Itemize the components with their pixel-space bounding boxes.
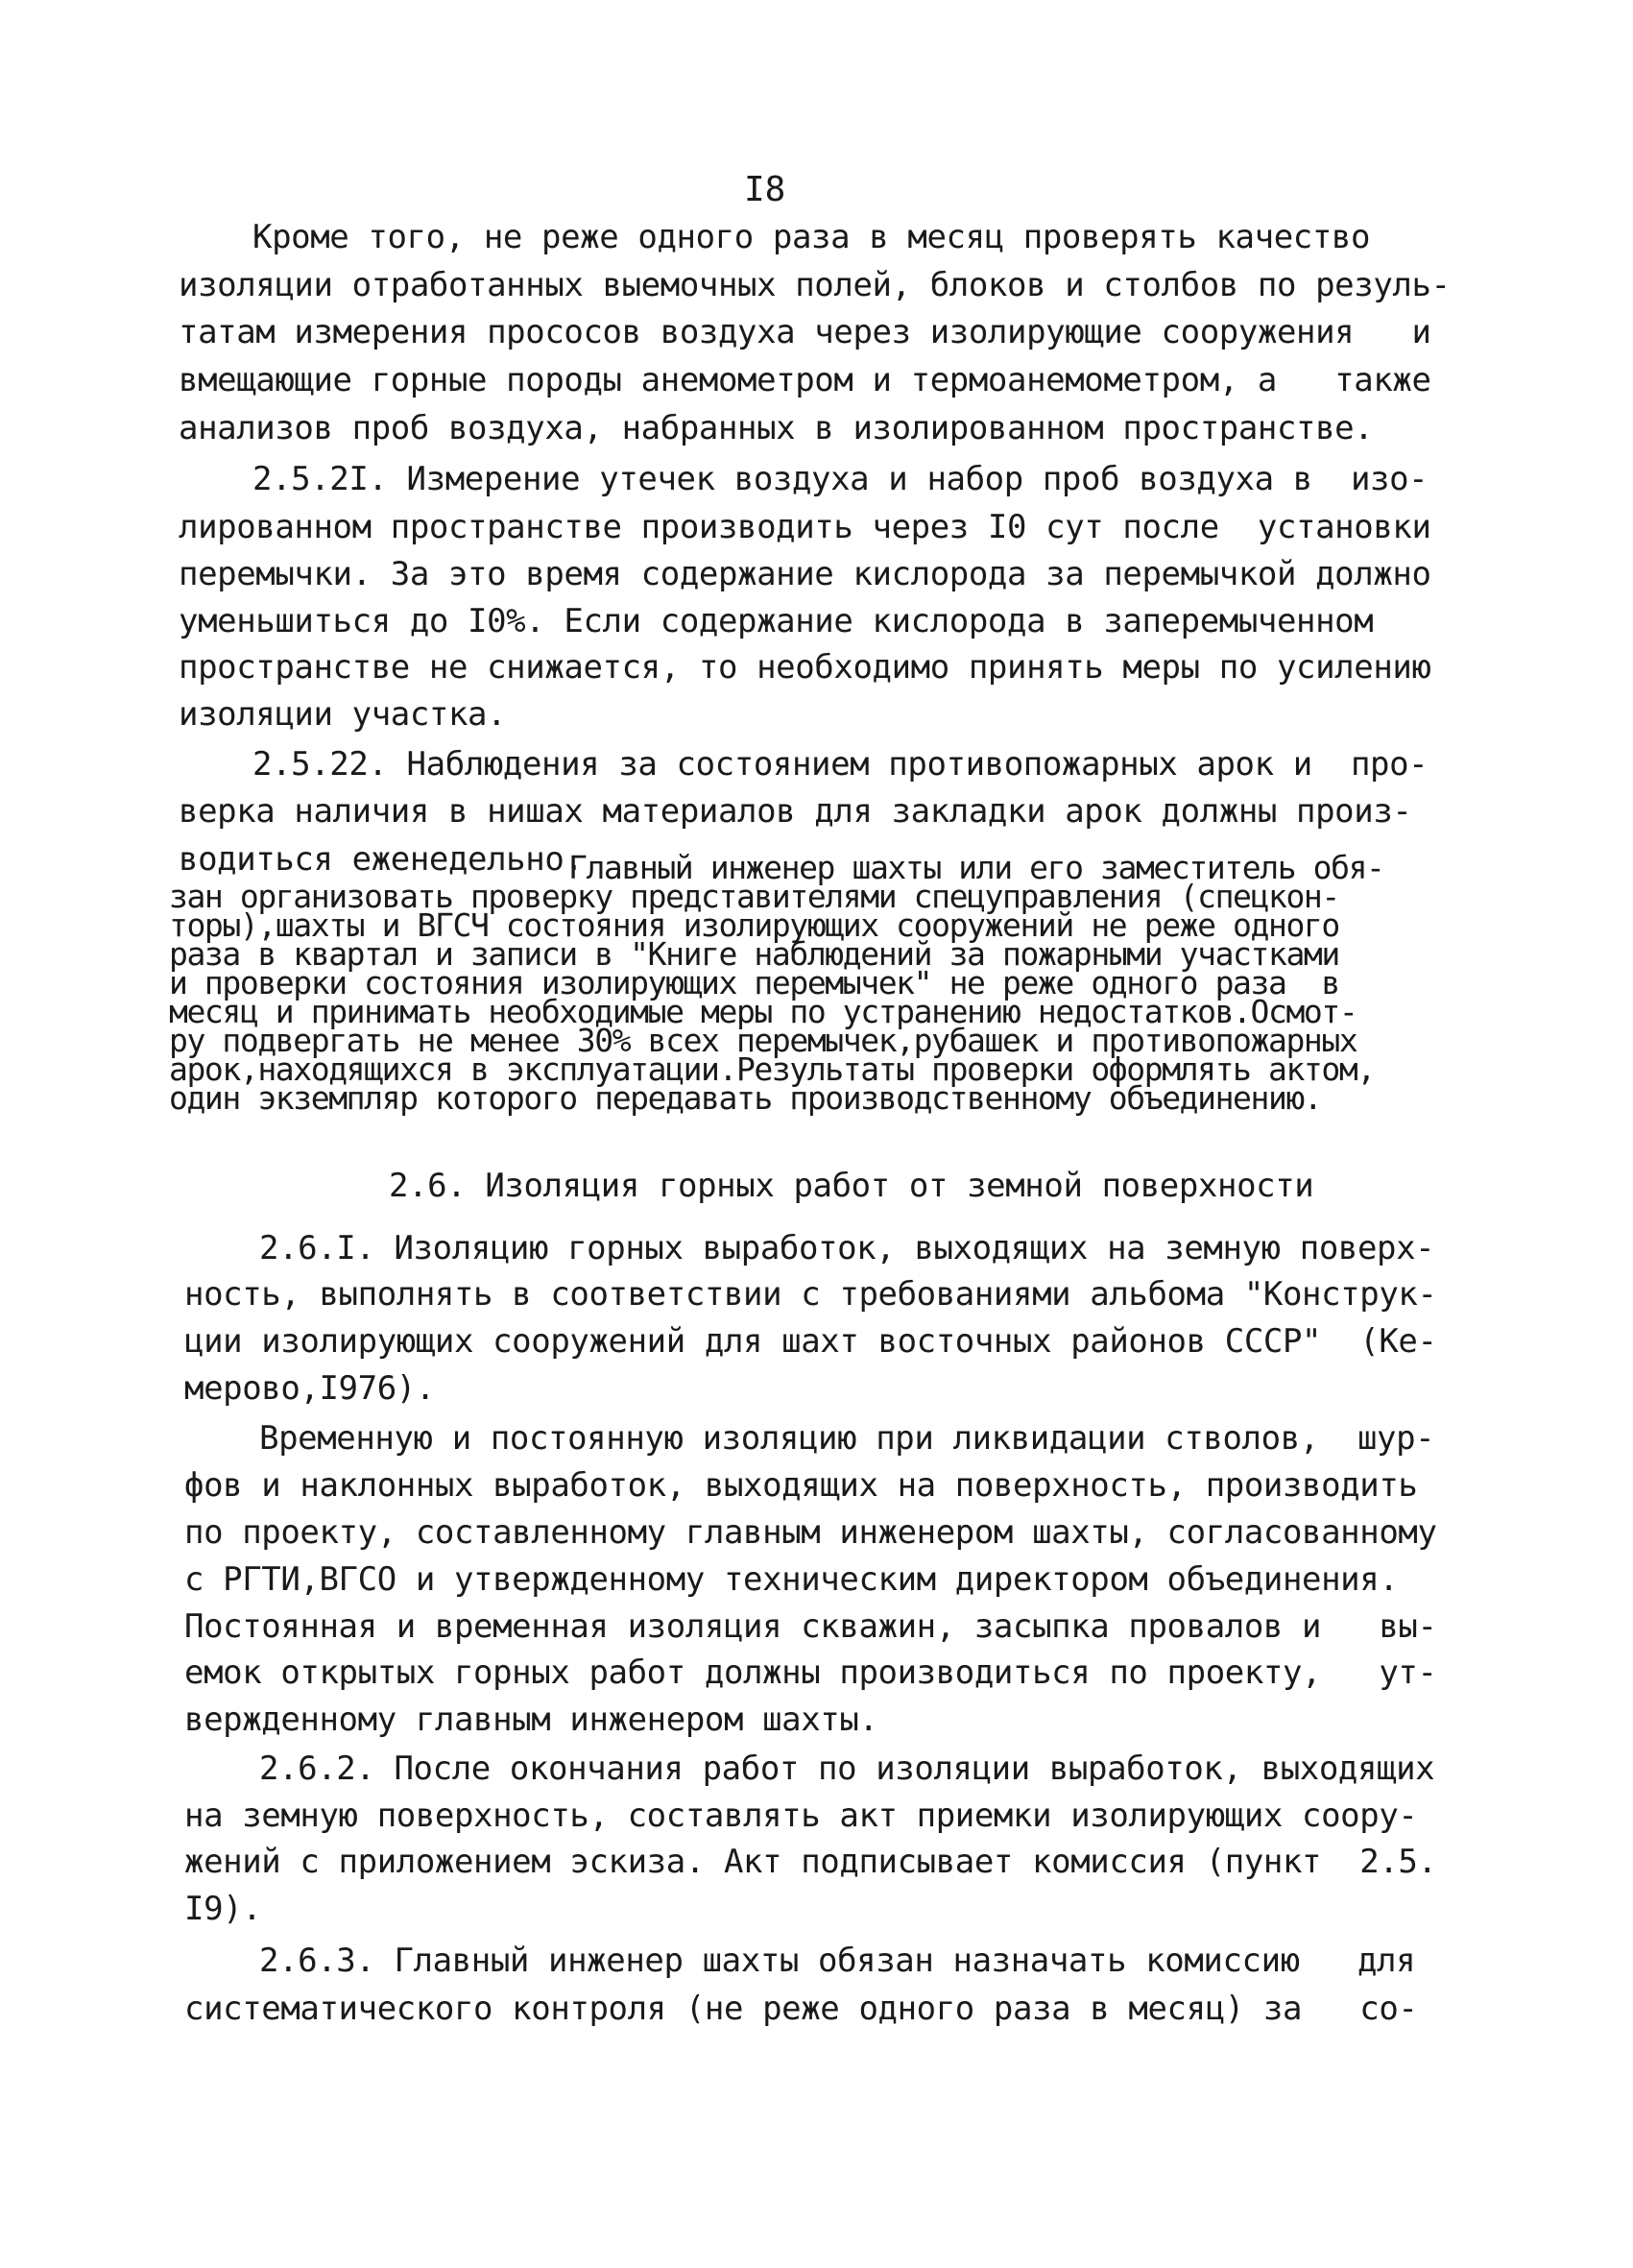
section-heading: 2.6. Изоляция горных работ от земной поверхности: [389, 1167, 1314, 1205]
text-line: арок,находящихся в эксплуатации.Результаты проверки оформлять актом,: [169, 1050, 1375, 1088]
text-line: изоляции отработанных выемочных полей, блоков и столбов по резуль-: [179, 266, 1451, 304]
text-line: I9).: [184, 1890, 262, 1928]
text-line: водиться еженедельно.: [179, 840, 584, 879]
text-line: с РГТИ,ВГСО и утвержденному техническим директором объединения.: [184, 1560, 1399, 1599]
text-line: жений с приложением эскиза. Акт подписывает комиссия (пункт 2.5.: [184, 1843, 1437, 1881]
text-line: вмещающие горные породы анемометром и термоанемометром, а также: [179, 361, 1431, 399]
text-line: фов и наклонных выработок, выходящих на поверхность, производить: [184, 1466, 1418, 1505]
text-line: верка наличия в нишах материалов для закладки арок должны произ-: [179, 792, 1412, 831]
text-line: емок открытых горных работ должны производиться по проекту, ут-: [184, 1653, 1437, 1692]
page-number: I8: [744, 170, 786, 209]
text-line: перемычки. За это время содержание кислорода за перемычкой должно: [179, 555, 1431, 593]
text-line: ции изолирующих сооружений для шахт восточных районов СССР" (Ке-: [184, 1322, 1437, 1361]
text-line: уменьшиться до I0%. Если содержание кислорода в заперемыченном: [179, 602, 1374, 640]
text-line: на земную поверхность, составлять акт приемки изолирующих соору-: [184, 1797, 1418, 1835]
text-line: татам измерения прососов воздуха через изолирующие сооружения и: [179, 313, 1431, 351]
text-line: ность, выполнять в соответствии с требованиями альбома "Конструк-: [184, 1275, 1437, 1314]
text-line: лированном пространстве производить через I0 сут после установки: [179, 508, 1431, 546]
text-line: изоляции участка.: [179, 695, 507, 734]
text-line: анализов проб воздуха, набранных в изолированном пространстве.: [179, 409, 1374, 447]
text-line: 2.6.I. Изоляцию горных выработок, выходящих на земную поверх-: [259, 1229, 1435, 1267]
text-line: месяц и принимать необходимые меры по устранению недостатков.Осмот-: [169, 993, 1357, 1030]
text-line: 2.5.2I. Измерение утечек воздуха и набор проб воздуха в изо-: [252, 460, 1429, 498]
text-line: 2.5.22. Наблюдения за состоянием противопожарных арок и про-: [252, 745, 1429, 784]
text-line: раза в квартал и записи в "Книге наблюдений за пожарными участками: [169, 935, 1339, 973]
text-line: Постоянная и временная изоляция скважин, засыпка провалов и вы-: [184, 1607, 1437, 1646]
text-line: один экземпляр которого передавать производственному объединению.: [169, 1079, 1322, 1117]
text-line: 2.6.2. После окончания работ по изоляции выработок, выходящих: [259, 1749, 1435, 1788]
text-line: торы),шахты и ВГСЧ состояния изолирующих сооружений не реже одного: [169, 906, 1339, 944]
text-line: Временную и постоянную изоляцию при ликвидации стволов, шур-: [259, 1419, 1435, 1458]
text-line: Кроме того, не реже одного раза в месяц проверять качество: [252, 218, 1371, 256]
text-line: Главный инженер шахты или его заместитель обя-: [568, 849, 1384, 886]
text-line: систематического контроля (не реже одного раза в месяц) за со-: [184, 1990, 1418, 2028]
text-line: мерово,I976).: [184, 1369, 435, 1408]
text-line: по проекту, составленному главным инженером шахты, согласованному: [184, 1513, 1437, 1552]
text-line: и проверки состояния изолирующих перемычек" не реже одного раза в: [169, 964, 1339, 1001]
text-line: ру подвергать не менее 30% всех перемычек,рубашек и противопожарных: [169, 1022, 1357, 1059]
text-line: вержденному главным инженером шахты.: [184, 1701, 878, 1739]
text-line: пространстве не снижается, то необходимо принять меры по усилению: [179, 648, 1431, 687]
text-line: зан организовать проверку представителями спецуправления (спецкон-: [169, 878, 1339, 915]
text-line: 2.6.3. Главный инженер шахты обязан назначать комиссию для: [259, 1942, 1416, 1980]
